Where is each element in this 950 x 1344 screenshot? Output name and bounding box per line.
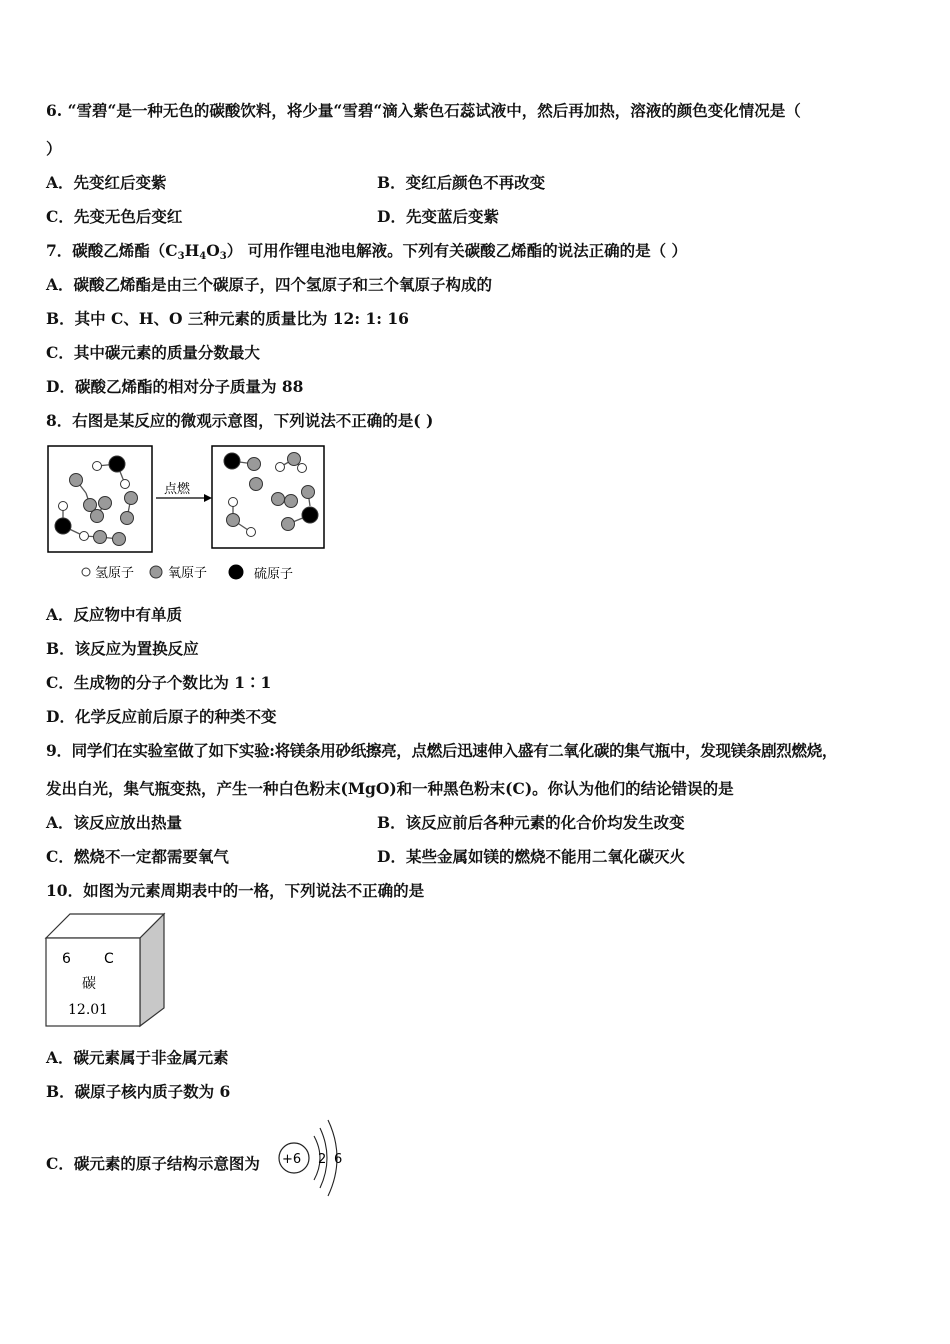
sulfur-atom [55,518,71,534]
q6-option-d: D．先变蓝后变紫 [377,207,499,226]
oxygen-atom [302,486,315,499]
q7-option-d: D．碳酸乙烯酯的相对分子质量为 88 [46,377,304,396]
element-number: 6 [62,951,71,967]
hydrogen-atom [121,480,130,489]
q8-option-b: B．该反应为置换反应 [46,639,199,658]
shell2-electrons: 6 [334,1152,343,1167]
q6-option-a: A．先变红后变紫 [46,173,167,192]
q10-option-a: A．碳元素属于非金属元素 [46,1048,229,1067]
q8-option-d: D．化学反应前后原子的种类不变 [46,707,277,726]
q8-stem: 8．右图是某反应的微观示意图，下列说法不正确的是( ) [46,411,434,430]
q8-option-c: C．生成物的分子个数比为 1∶1 [46,673,272,692]
oxygen-atom [288,453,301,466]
q6-option-b: B．变红后颜色不再改变 [377,173,546,192]
periodic-table-cell [42,910,170,1032]
oxygen-atom [94,531,107,544]
sulfur-atom [224,453,240,469]
shell1-electrons: 2 [318,1152,327,1167]
oxygen-atom [248,458,261,471]
element-name: 碳 [82,976,96,992]
q8-option-a: A．反应物中有单质 [46,605,183,624]
q7-option-b: B．其中 C、H、O 三种元素的质量比为 12: 1: 16 [46,309,409,328]
legend-oxygen-icon [150,566,162,578]
legend-hydrogen-icon [82,568,90,576]
oxygen-atom [125,492,138,505]
sulfur-atom [109,456,125,472]
hydrogen-atom [229,498,238,507]
oxygen-atom [70,474,83,487]
q7-option-c: C．其中碳元素的质量分数最大 [46,343,260,362]
q7-stem: 7．碳酸乙烯酯$(C_3H_4O_3)$ 可用作锂电池电解液。下列有关碳酸乙烯酯的说法正确的是（ ） [46,241,687,262]
q7-option-a: A．碳酸乙烯酯是由三个碳原子，四个氢原子和三个氧原子构成的 [46,275,493,294]
q9-option-b: B．该反应前后各种元素的化合价均发生改变 [377,813,685,832]
oxygen-atom [99,497,112,510]
sulfur-atom [302,507,318,523]
q9-line2: 发出白光，集气瓶变热，产生一种白色粉末(MgO)和一种黑色粉末(C)。你认为他们的结论错误的是 [46,779,734,798]
legend-oxygen-label: 氧原子 [168,566,208,581]
arrow-label: 点燃 [164,482,191,497]
oxygen-atom [91,510,104,523]
hydrogen-atom [59,502,68,511]
atomic-structure-diagram [272,1112,352,1200]
nucleus-charge: +6 [282,1152,302,1167]
reaction-diagram [44,442,344,587]
oxygen-atom [227,514,240,527]
legend-hydrogen-label: 氢原子 [95,566,135,581]
hydrogen-atom [93,462,102,471]
oxygen-atom [113,533,126,546]
q6-stem: 6. “雪碧“是一种无色的碳酸饮料，将少量“雪碧“滴入紫色石蕊试液中，然后再加热，溶液的颜色变化情况是（ [46,101,801,120]
element-symbol: C [104,951,114,967]
hydrogen-atom [80,532,89,541]
q10-option-b: B．碳原子核内质子数为 6 [46,1082,231,1101]
hydrogen-atom [298,464,307,473]
hydrogen-atom [276,463,285,472]
element-mass: 12.01 [68,1002,109,1018]
oxygen-atom [250,478,263,491]
legend-sulfur-icon [229,565,244,580]
oxygen-atom [282,518,295,531]
q10-option-c: C．碳元素的原子结构示意图为 [46,1154,260,1173]
q6-stem-end: ） [46,139,62,158]
legend-sulfur-label: 硫原子 [254,567,294,582]
q9-option-d: D．某些金属如镁的燃烧不能用二氧化碳灭火 [377,847,685,866]
oxygen-atom [272,493,285,506]
oxygen-atom [121,512,134,525]
q10-stem: 10．如图为元素周期表中的一格，下列说法不正确的是 [46,881,425,900]
q9-option-c: C．燃烧不一定都需要氧气 [46,847,229,866]
q6-option-c: C．先变无色后变红 [46,207,183,226]
q9-line1: 9．同学们在实验室做了如下实验:将镁条用砂纸擦亮，点燃后迅速伸入盛有二氧化碳的集气瓶中，发现镁条剧烈燃烧， [46,741,838,760]
hydrogen-atom [247,528,256,537]
oxygen-atom [285,495,298,508]
q9-option-a: A．该反应放出热量 [46,813,183,832]
